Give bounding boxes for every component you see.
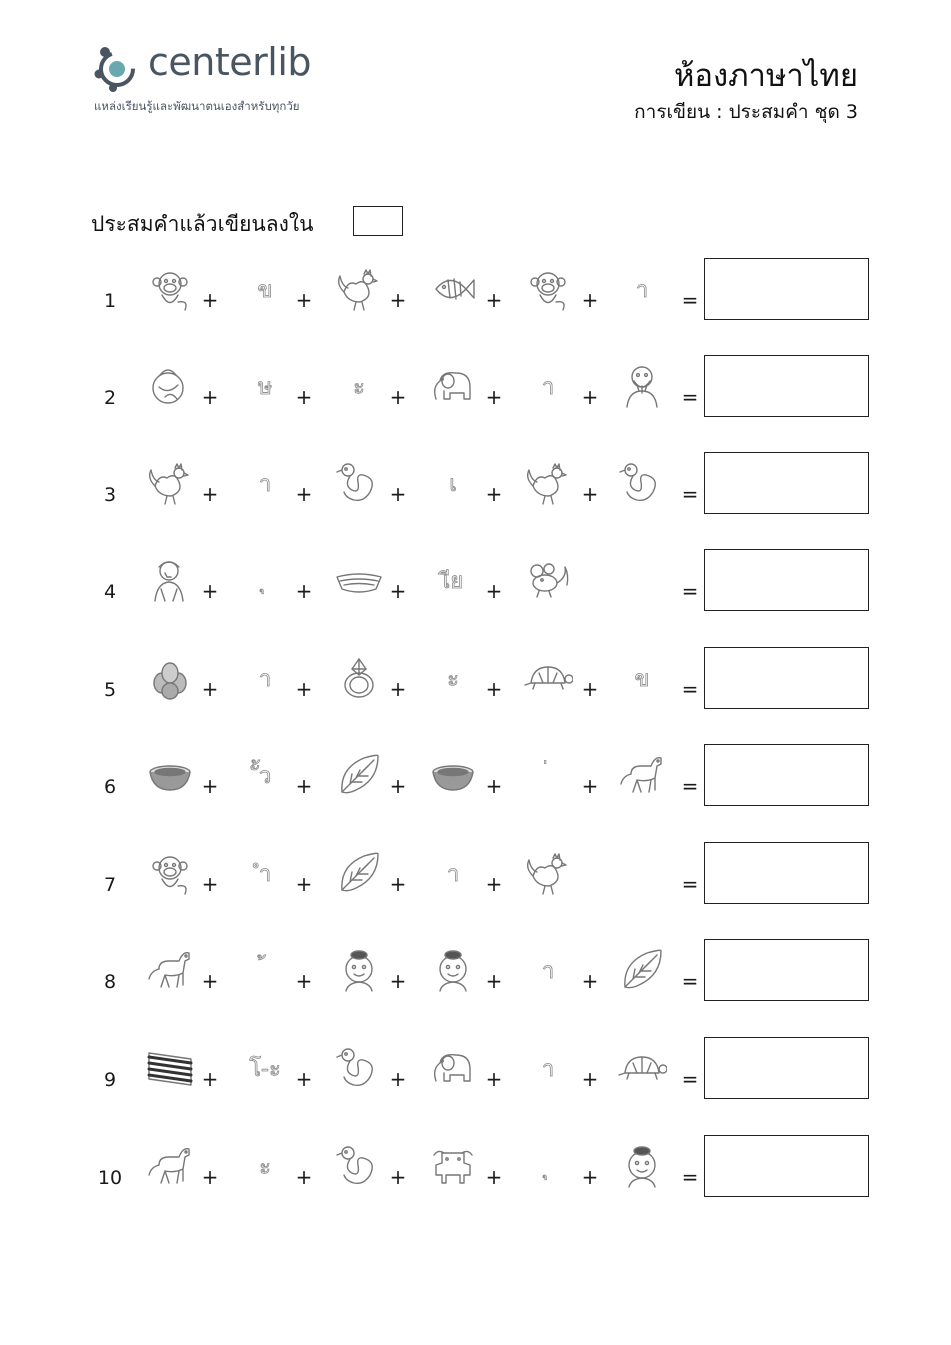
trace-letter: า (541, 374, 555, 400)
exercise-number: 4 (103, 581, 117, 603)
answer-box[interactable] (704, 452, 869, 514)
exercise-row (0, 647, 951, 713)
trace-letter: า (635, 277, 649, 303)
plus-sign: + (201, 385, 219, 409)
snake-icon (334, 1141, 384, 1191)
plus-sign: + (485, 385, 503, 409)
exercise-number: 8 (103, 971, 117, 993)
equals-sign: = (681, 482, 699, 506)
plus-sign: + (295, 579, 313, 603)
rooster-icon (523, 848, 573, 898)
elephant-icon (428, 1043, 478, 1093)
equals-sign: = (681, 288, 699, 312)
plus-sign: + (201, 677, 219, 701)
child-icon (334, 945, 384, 995)
plus-sign: + (581, 1067, 599, 1091)
turtle-icon (617, 1043, 667, 1093)
answer-box[interactable] (704, 1135, 869, 1197)
plus-sign: + (581, 969, 599, 993)
answer-box[interactable] (704, 744, 869, 806)
plus-sign: + (485, 482, 503, 506)
leaf-icon (617, 945, 667, 995)
page-subtitle: การเขียน : ประสมคำ ชุด 3 (634, 101, 858, 124)
trace-letter: เีย (442, 568, 464, 594)
eggs-icon (145, 653, 195, 703)
fish-icon (428, 264, 478, 314)
plus-sign: + (485, 1165, 503, 1189)
answer-box[interactable] (704, 939, 869, 1001)
bag-icon (145, 361, 195, 411)
exercise-row (0, 355, 951, 421)
plus-sign: + (389, 385, 407, 409)
monkey-icon (523, 264, 573, 314)
brand-logo (92, 40, 352, 120)
monkey-icon (145, 848, 195, 898)
horse-icon (145, 1141, 195, 1191)
trace-letter: ะ (447, 666, 459, 692)
trace-letter: า (258, 666, 272, 692)
ox-icon (428, 1141, 478, 1191)
plus-sign: + (581, 288, 599, 312)
answer-box[interactable] (704, 647, 869, 709)
trace-letter (240, 945, 290, 995)
plus-sign: + (485, 872, 503, 896)
plus-sign: + (389, 872, 407, 896)
plus-sign: + (485, 579, 503, 603)
equals-sign: = (681, 1165, 699, 1189)
equals-sign: = (681, 969, 699, 993)
plus-sign: + (201, 969, 219, 993)
plus-sign: + (389, 677, 407, 701)
trace-letter: เ (449, 471, 457, 497)
plus-sign: + (485, 677, 503, 701)
instruction-sample-box (353, 206, 403, 236)
plus-sign: + (581, 385, 599, 409)
exercise-number: 3 (103, 484, 117, 506)
equals-sign: = (681, 385, 699, 409)
plus-sign: + (201, 774, 219, 798)
plus-sign: + (581, 482, 599, 506)
trace-letter: ษ (257, 374, 273, 400)
turtle-icon (523, 653, 573, 703)
plus-sign: + (389, 288, 407, 312)
page-title: ห้องภาษาไทย (673, 58, 858, 94)
exercise-number: 5 (103, 679, 117, 701)
equals-sign: = (681, 579, 699, 603)
rooster-icon (334, 264, 384, 314)
plus-sign: + (295, 385, 313, 409)
exercise-number: 6 (103, 776, 117, 798)
exercise-row (0, 939, 951, 1005)
answer-box[interactable] (704, 1037, 869, 1099)
snake-icon (334, 1043, 384, 1093)
exercise-number: 9 (103, 1069, 117, 1091)
exercise-row (0, 842, 951, 908)
centerlib-logo-icon (92, 43, 142, 93)
exercise-row (0, 452, 951, 518)
brand-name: centerlib (148, 40, 311, 84)
plus-sign: + (201, 1165, 219, 1189)
plus-sign: + (201, 579, 219, 603)
equals-sign: = (681, 677, 699, 701)
elephant-icon (428, 361, 478, 411)
plus-sign: + (295, 1165, 313, 1189)
plus-sign: + (485, 774, 503, 798)
exercise-row (0, 744, 951, 810)
plus-sign: + (201, 872, 219, 896)
leaf-icon (334, 750, 384, 800)
trace-letter: โ-ะ (249, 1056, 281, 1082)
flag-icon (145, 1043, 195, 1093)
plus-sign: + (201, 288, 219, 312)
exercise-number: 1 (103, 290, 117, 312)
leaf-icon (334, 848, 384, 898)
plus-sign: + (389, 969, 407, 993)
answer-box[interactable] (704, 549, 869, 611)
exercise-row (0, 549, 951, 615)
rooster-icon (145, 458, 195, 508)
exercise-row (0, 1037, 951, 1103)
ring-icon (334, 653, 384, 703)
snake-icon (334, 458, 384, 508)
boat-icon (334, 555, 384, 605)
plus-sign: + (295, 677, 313, 701)
plus-sign: + (295, 482, 313, 506)
plus-sign: + (201, 1067, 219, 1091)
horse-icon (145, 945, 195, 995)
trace-letter: า (446, 861, 460, 887)
monkey-icon (145, 264, 195, 314)
exercise-row (0, 258, 951, 324)
plus-sign: + (295, 1067, 313, 1091)
plus-sign: + (389, 774, 407, 798)
snake-icon (617, 458, 667, 508)
plus-sign: + (389, 579, 407, 603)
equals-sign: = (681, 1067, 699, 1091)
old-man-icon (617, 361, 667, 411)
trace-letter (523, 1141, 573, 1191)
plus-sign: + (581, 1165, 599, 1189)
trace-letter (240, 555, 290, 605)
bowl-icon (428, 750, 478, 800)
exercise-number: 10 (97, 1167, 123, 1189)
plus-sign: + (485, 1067, 503, 1091)
mouse-icon (523, 555, 573, 605)
answer-box[interactable] (704, 842, 869, 904)
plus-sign: + (485, 969, 503, 993)
brand-tagline: แหล่งเรียนรู้และพัฒนาตนเองสำหรับทุกวัย (94, 99, 300, 113)
plus-sign: + (295, 969, 313, 993)
trace-letter (523, 750, 573, 800)
trace-letter: า (541, 958, 555, 984)
plus-sign: + (389, 1067, 407, 1091)
page-header (634, 58, 858, 127)
trace-letter: า (258, 471, 272, 497)
exercise-number: 2 (103, 387, 117, 409)
plus-sign: + (581, 774, 599, 798)
trace-letter: า (541, 1056, 555, 1082)
trace-letter: ำ (258, 861, 272, 887)
equals-sign: = (681, 774, 699, 798)
plus-sign: + (581, 677, 599, 701)
plus-sign: + (389, 1165, 407, 1189)
exercise-number: 7 (103, 874, 117, 896)
answer-box[interactable] (704, 258, 869, 320)
bowl-icon (145, 750, 195, 800)
exercise-row (0, 1135, 951, 1201)
instruction-text: ประสมคำแล้วเขียนลงใน (91, 212, 314, 236)
plus-sign: + (295, 872, 313, 896)
trace-letter: ข (257, 277, 273, 303)
plus-sign: + (485, 288, 503, 312)
answer-box[interactable] (704, 355, 869, 417)
fisherman-icon (145, 555, 195, 605)
child-icon (428, 945, 478, 995)
rooster-icon (523, 458, 573, 508)
trace-letter: ะ (259, 1154, 271, 1180)
trace-letter: ะ (353, 374, 365, 400)
horse-icon (617, 750, 667, 800)
plus-sign: + (389, 482, 407, 506)
child-icon (617, 1141, 667, 1191)
trace-letter: ั้ว (258, 763, 272, 789)
plus-sign: + (295, 288, 313, 312)
plus-sign: + (201, 482, 219, 506)
plus-sign: + (295, 774, 313, 798)
trace-letter: ข (634, 666, 650, 692)
equals-sign: = (681, 872, 699, 896)
